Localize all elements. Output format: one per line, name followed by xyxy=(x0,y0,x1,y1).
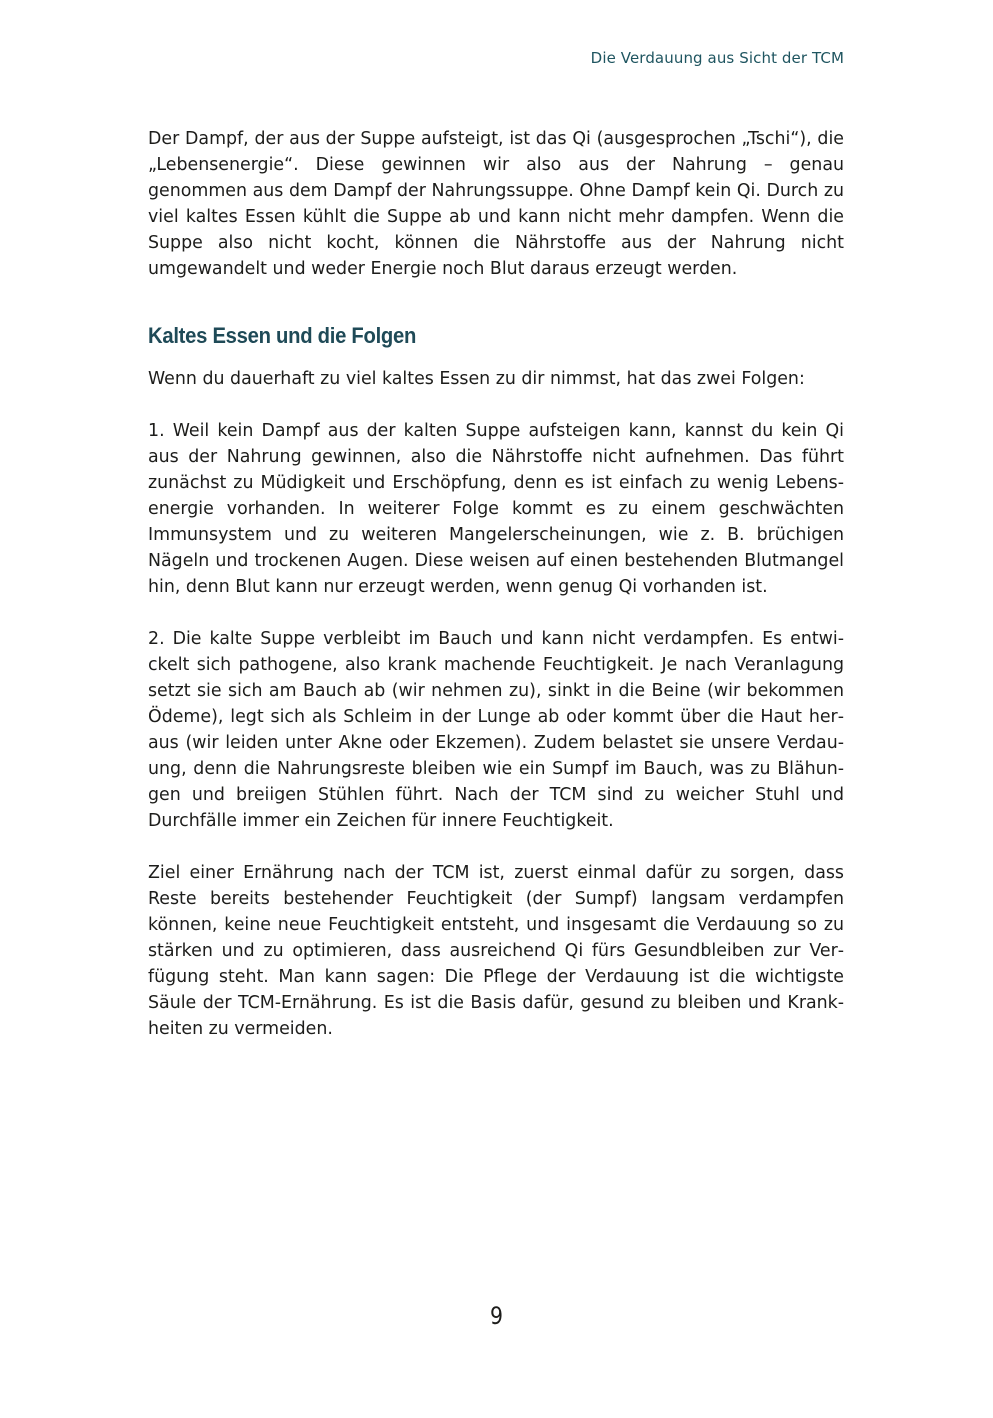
spacer xyxy=(148,600,844,626)
spacer xyxy=(148,392,844,418)
page-number: 9 xyxy=(490,1302,503,1330)
page-content xyxy=(148,126,844,1042)
list-item-consequence-two: 2. Die kalte Suppe verbleibt im Bauch und kann nicht verdampfen. Es entwickelt sich pathogene, also krank machende Feuchtigkeit. Je nach Veranlagung setzt sie sich am Bauch ab (wir nehmen zu), sinkt in die Beine (wir bekommen Ödeme), legt sich als Schleim in der Lunge ab oder kommt über die Haut heraus (wir leiden unter Akne oder Ekzemen). Zudem belastet sie unsere Verdauung, denn die Nahrungsreste bleiben wie ein Sumpf im Bauch, was zu Blähungen und breiigen Stühlen führt. Nach der TCM sind zu weicher Stuhl und Durchfälle immer ein Zeichen für innere Feuchtigkeit. xyxy=(148,629,844,831)
intro-paragraph: Der Dampf, der aus der Suppe aufsteigt, ist das Qi (ausgesprochen „Tschi“), die „Lebensenergie“. Diese gewinnen wir also aus der Nahrung – genau genommen aus dem Dampf der Nahrungssuppe. Ohne Dampf kein Qi. Durch zu viel kaltes Essen kühlt die Suppe ab und kann nicht mehr dampfen. Wenn die Suppe also nicht kocht, können die Nährstoffe aus der Nahrung nicht umgewandelt und weder Energie noch Blut daraus erzeugt werden. xyxy=(148,129,844,279)
spacer xyxy=(148,282,844,320)
spacer xyxy=(148,352,844,366)
section-heading: Kaltes Essen und die Folgen xyxy=(148,323,417,348)
spacer xyxy=(148,834,844,860)
conclusion-paragraph: Ziel einer Ernährung nach der TCM ist, zuerst einmal dafür zu sorgen, dass Reste bereits bestehender Feuchtigkeit (der Sumpf) langsam verdampfen können, keine neue Feuchtigkeit entsteht, und insgesamt die Verdauung so zu stärken und zu optimieren, dass ausreichend Qi fürs Gesundbleiben zur Verfügung steht. Man kann sagen: Die Pflege der Verdauung ist die wichtigste Säule der TCM-Ernährung. Es ist die Basis dafür, gesund zu bleiben und Krankheiten zu vermeiden. xyxy=(148,863,844,1039)
list-item-consequence-one: 1. Weil kein Dampf aus der kalten Suppe aufsteigen kann, kannst du kein Qi aus der Nahrung gewinnen, also die Nährstoffe nicht aufnehmen. Das führt zunächst zu Müdigkeit und Erschöpfung, denn es ist einfach zu wenig Lebensenergie vorhanden. In weiterer Folge kommt es zu einem geschwächten Immunsystem und zu weiteren Mangelerscheinungen, wie z. B. brüchigen Nägeln und trockenen Augen. Diese weisen auf einen bestehenden Blutmangel hin, denn Blut kann nur erzeugt werden, wenn genug Qi vorhanden ist. xyxy=(148,421,844,597)
lead-sentence: Wenn du dauerhaft zu viel kaltes Essen zu dir nimmst, hat das zwei Folgen: xyxy=(148,369,805,389)
running-header: Die Verdauung aus Sicht der TCM xyxy=(590,49,844,67)
